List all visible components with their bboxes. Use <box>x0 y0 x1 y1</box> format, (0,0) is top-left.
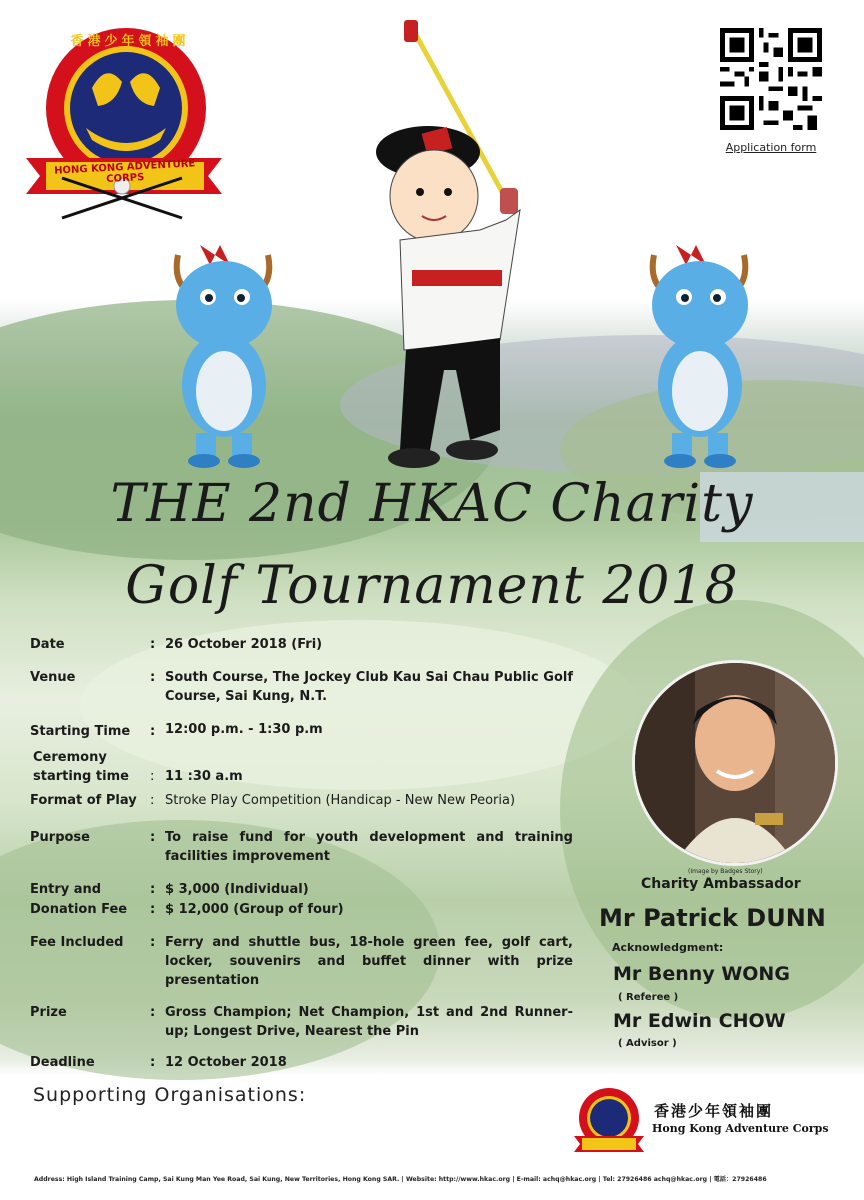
ack1-name: Mr Benny WONG <box>613 963 790 985</box>
ambassador-name: Mr Patrick DUNN <box>599 904 826 932</box>
fee-included-value: Ferry and shuttle bus, 18-hole green fee, golf cart, locker, souvenirs and buffet dinner with prize presentation <box>165 935 573 988</box>
colon: : <box>150 670 156 685</box>
entry-label-1: Entry and <box>30 882 102 897</box>
ambassador-role: Charity Ambassador <box>641 876 801 892</box>
supporting-org-english: Hong Kong Adventure Corps <box>652 1122 829 1135</box>
ack1-role: ( Referee ) <box>618 992 679 1003</box>
ack2-name: Mr Edwin CHOW <box>613 1010 786 1032</box>
prize-label: Prize <box>30 1005 67 1020</box>
starting-time-value: 12:00 p.m. - 1:30 p.m <box>165 722 323 737</box>
purpose-label: Purpose <box>30 830 90 845</box>
photo-credit: (Image by Badges Story) <box>688 868 763 875</box>
colon: : <box>150 637 156 652</box>
colon: : <box>150 935 156 950</box>
colon: : <box>150 830 156 845</box>
colon: : <box>150 769 155 784</box>
logo-ring-text: 香港少年領袖團 <box>70 34 190 49</box>
date-value: 26 October 2018 (Fri) <box>165 637 323 652</box>
purpose-value: To raise fund for youth development and training facilities improvement <box>165 830 573 864</box>
title-line-1: THE 2nd HKAC Charity <box>110 474 754 534</box>
title-line-2: Golf Tournament 2018 <box>125 556 739 616</box>
colon: : <box>150 902 156 917</box>
colon: : <box>150 1005 156 1020</box>
dragon-mascot-left <box>160 235 290 470</box>
colon: : <box>150 882 156 897</box>
format-value: Stroke Play Competition (Handicap - New New Peoria) <box>165 793 516 808</box>
acknowledgment-label: Acknowledgment: <box>612 941 724 954</box>
colon: : <box>150 1055 156 1070</box>
hkac-small-logo <box>572 1084 646 1158</box>
ceremony-value: 11 :30 a.m <box>165 769 243 784</box>
ceremony-label-2: starting time <box>33 769 129 784</box>
entry-label-2: Donation Fee <box>30 902 128 917</box>
cadet-golfer-illustration <box>360 20 540 480</box>
ambassador-photo <box>632 660 838 866</box>
qr-code[interactable] <box>720 28 822 130</box>
ack2-role: ( Advisor ) <box>618 1038 677 1049</box>
supporting-org-chinese: 香港少年領袖團 <box>654 1102 774 1120</box>
deadline-value: 12 October 2018 <box>165 1055 287 1070</box>
footer-contact: Address: High Island Training Camp, Sai Kung Man Yee Road, Sai Kung, New Territories, Hong Kong SAR. | Website: http://www.hkac.org | E-mail: achq@hkac.org | Tel: 27926486 achq@hkac.org | 電話：27926486 <box>34 1176 767 1183</box>
deadline-label: Deadline <box>30 1055 95 1070</box>
ceremony-label-1: Ceremony <box>33 750 107 765</box>
logo-banner-text: HONG KONG ADVENTURE CORPS <box>53 158 196 185</box>
fee-included-label: Fee Included <box>30 935 124 950</box>
dragon-mascot-right <box>636 235 766 470</box>
prize-value: Gross Champion; Net Champion, 1st and 2nd Runner-up; Longest Drive, Nearest the Pin <box>165 1005 573 1039</box>
hkac-logo <box>22 18 222 238</box>
qr-caption[interactable]: Application form <box>725 141 817 154</box>
format-label: Format of Play <box>30 793 137 808</box>
colon: : <box>150 724 156 739</box>
date-label: Date <box>30 637 65 652</box>
starting-time-label: Starting Time <box>30 724 131 739</box>
entry-value-individual: $ 3,000 (Individual) <box>165 882 309 897</box>
supporting-label: Supporting Organisations: <box>33 1084 307 1106</box>
venue-label: Venue <box>30 670 76 685</box>
venue-value: South Course, The Jockey Club Kau Sai Chau Public Golf Course, Sai Kung, N.T. <box>165 670 573 704</box>
entry-value-group: $ 12,000 (Group of four) <box>165 902 344 917</box>
colon: : <box>150 793 155 808</box>
